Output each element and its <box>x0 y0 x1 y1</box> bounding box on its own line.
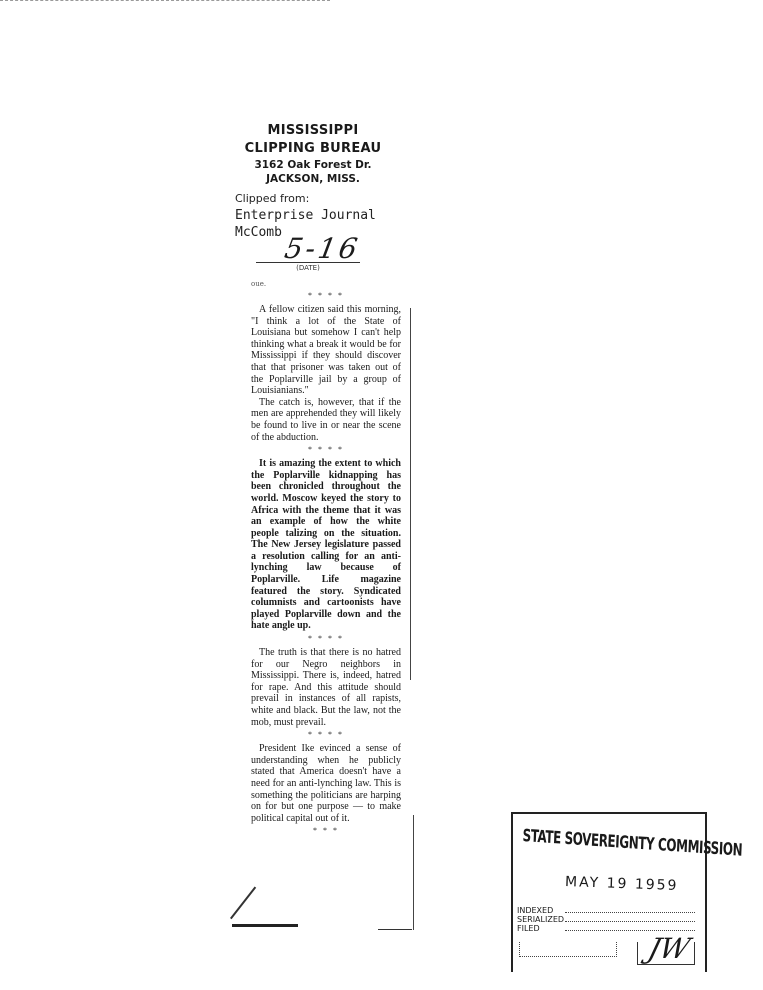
separator: * * * * <box>308 634 344 644</box>
article-paragraph-1: A fellow citizen said this morning, "I think a lot of the State of Louisiana but somehow I can't help thinking what a break it would be for Mississippi if they should discover that that prisoner was taken out of the Poplarville jail by a group of Louisianians." <box>251 304 401 397</box>
article-paragraph-2: The catch is, however, that if the men are apprehended they will likely be found to live in or near the scene of the abduction. <box>251 396 401 443</box>
bottom-rule-right <box>378 929 412 930</box>
commission-stamp <box>511 812 743 972</box>
top-dashed-border <box>0 0 330 7</box>
clipping-bureau-header <box>228 122 398 186</box>
date-underline <box>256 262 360 263</box>
stamp-serialized: SERIALIZED <box>517 915 565 924</box>
bureau-name-line1: MISSISSIPPI <box>267 123 359 138</box>
article-paragraph-4: The truth is that there is no hatred for our Negro neighbors in Mississippi. There is, indeed, hatred for rape. And this attitude should prevail in instances of all rapists, white and black. But the law, not the mob, must prevail. <box>251 647 401 728</box>
article-column <box>251 289 401 839</box>
date-label: (DATE) <box>296 264 320 272</box>
column-rule-right-lower <box>413 815 414 930</box>
stamp-date: MAY 19 1959 <box>564 874 679 894</box>
column-rule-right-upper <box>410 308 411 680</box>
bottom-rule-left <box>232 924 298 927</box>
stamp-status-lines <box>517 906 564 933</box>
newspaper-name: Enterprise Journal <box>235 208 376 223</box>
pen-mark <box>230 886 256 919</box>
stamp-filed: FILED <box>517 924 540 933</box>
separator: * * * * <box>308 291 344 300</box>
stamp-filed-line <box>517 924 564 933</box>
bureau-city: JACKSON, MISS. <box>266 173 360 185</box>
clipped-from-label: Clipped from: <box>235 192 310 205</box>
stamp-indexed: INDEXED <box>517 906 554 915</box>
stamp-box-left <box>519 942 617 957</box>
stamp-serialized-line <box>517 915 564 924</box>
separator-last: * * * <box>313 826 339 836</box>
newspaper-city: McComb <box>235 225 282 240</box>
stamp-indexed-line <box>517 906 564 915</box>
bureau-address: 3162 Oak Forest Dr. <box>254 159 372 171</box>
separator: * * * * <box>308 730 344 740</box>
bureau-name-line2: CLIPPING BUREAU <box>244 141 382 156</box>
clipped-text-fragment: oue. <box>251 280 267 288</box>
stamp-title: STATE SOVEREIGNTY COMMISSION <box>522 826 743 861</box>
separator: * * * * <box>308 445 344 455</box>
article-paragraph-3: It is amazing the extent to which the Poplarville kidnapping has been chronicled throughout the world. Moscow keyed the story to Africa with the theme that it was an example of how the white people talizing on the situation. The New Jersey legislature passed a resolution calling for an anti-lynching law because of Poplarville. Life magazine featured the story. Syndicated columnists and cartoonists have played Poplarville down and the hate angle up. <box>251 458 401 632</box>
handwritten-date: 5-16 <box>282 232 363 265</box>
stamp-initials: JW <box>644 932 694 965</box>
article-paragraph-5: President Ike evinced a sense of understanding when he publicly stated that America doesn't have a need for an anti-lynching law. This is something the politicians are harping on for but one purpose — to make political capital out of it. <box>251 743 401 824</box>
